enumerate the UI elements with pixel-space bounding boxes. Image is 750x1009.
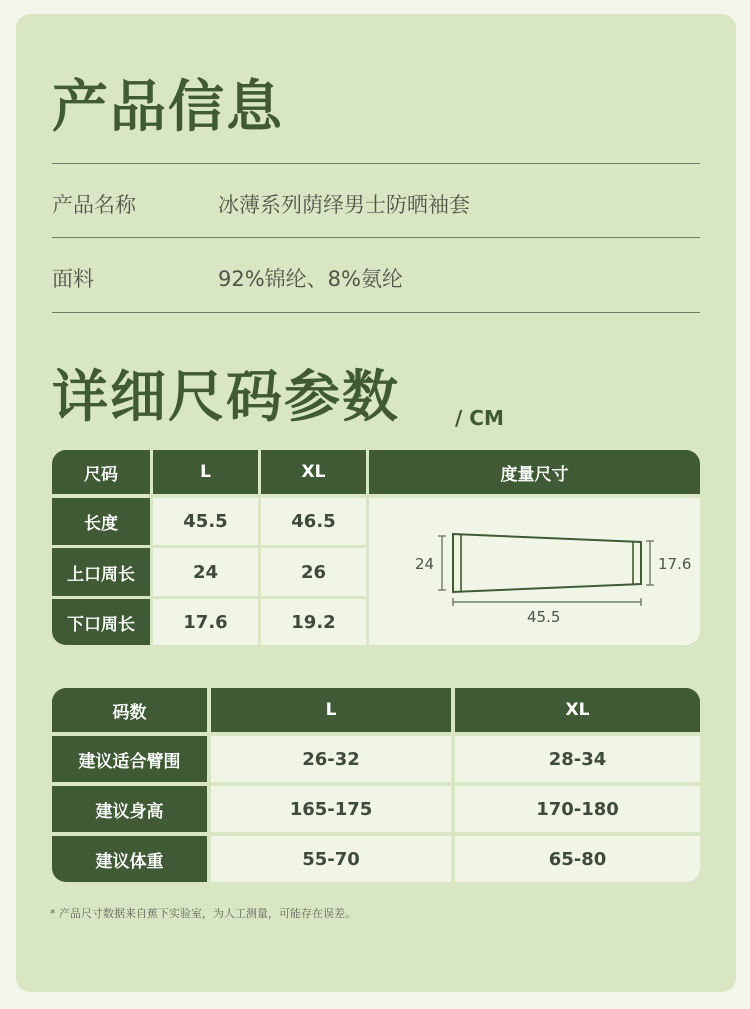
header-xl: XL bbox=[261, 450, 366, 494]
bottom-circ-l: 17.6 bbox=[153, 599, 258, 645]
product-name-value: 冰薄系列荫绎男士防晒袖套 bbox=[218, 193, 470, 217]
top-circ-l: 24 bbox=[153, 548, 258, 596]
length-xl: 46.5 bbox=[261, 498, 366, 545]
fabric-label: 面料 bbox=[52, 267, 94, 291]
bottom-dim-label: 45.5 bbox=[527, 608, 561, 626]
footnote: * 产品尺寸数据来自蕉下实验室，为人工测量，可能存在误差。 bbox=[50, 907, 356, 920]
sleeve-diagram bbox=[369, 498, 700, 645]
header-measure: 度量尺寸 bbox=[369, 450, 700, 494]
row-label-top-circ: 上口周长 bbox=[52, 548, 150, 596]
divider bbox=[52, 163, 700, 164]
height-xl: 170-180 bbox=[455, 786, 700, 832]
weight-l: 55-70 bbox=[211, 836, 451, 882]
top-circ-xl: 26 bbox=[261, 548, 366, 596]
divider bbox=[52, 312, 700, 313]
right-dim-label: 17.6 bbox=[658, 555, 692, 573]
row-label-arm: 建议适合臂围 bbox=[52, 736, 207, 782]
sleeve-diagram-svg bbox=[369, 498, 700, 645]
product-name-label: 产品名称 bbox=[52, 193, 136, 217]
row-label-weight: 建议体重 bbox=[52, 836, 207, 882]
row-label-length: 长度 bbox=[52, 498, 150, 545]
divider bbox=[52, 237, 700, 238]
arm-l: 26-32 bbox=[211, 736, 451, 782]
guide-header-size: 码数 bbox=[52, 688, 207, 732]
fabric-value: 92%锦纶、8%氨纶 bbox=[218, 267, 403, 291]
guide-header-xl: XL bbox=[455, 688, 700, 732]
left-dim-label: 24 bbox=[415, 555, 435, 573]
row-label-height: 建议身高 bbox=[52, 786, 207, 832]
height-l: 165-175 bbox=[211, 786, 451, 832]
length-l: 45.5 bbox=[153, 498, 258, 545]
unit-label: / CM bbox=[455, 406, 504, 430]
header-size: 尺码 bbox=[52, 450, 150, 494]
weight-xl: 65-80 bbox=[455, 836, 700, 882]
guide-header-l: L bbox=[211, 688, 451, 732]
bottom-circ-xl: 19.2 bbox=[261, 599, 366, 645]
size-detail-title: 详细尺码参数 bbox=[52, 365, 400, 430]
arm-xl: 28-34 bbox=[455, 736, 700, 782]
product-info-title: 产品信息 bbox=[52, 75, 284, 140]
header-l: L bbox=[153, 450, 258, 494]
row-label-bottom-circ: 下口周长 bbox=[52, 599, 150, 645]
